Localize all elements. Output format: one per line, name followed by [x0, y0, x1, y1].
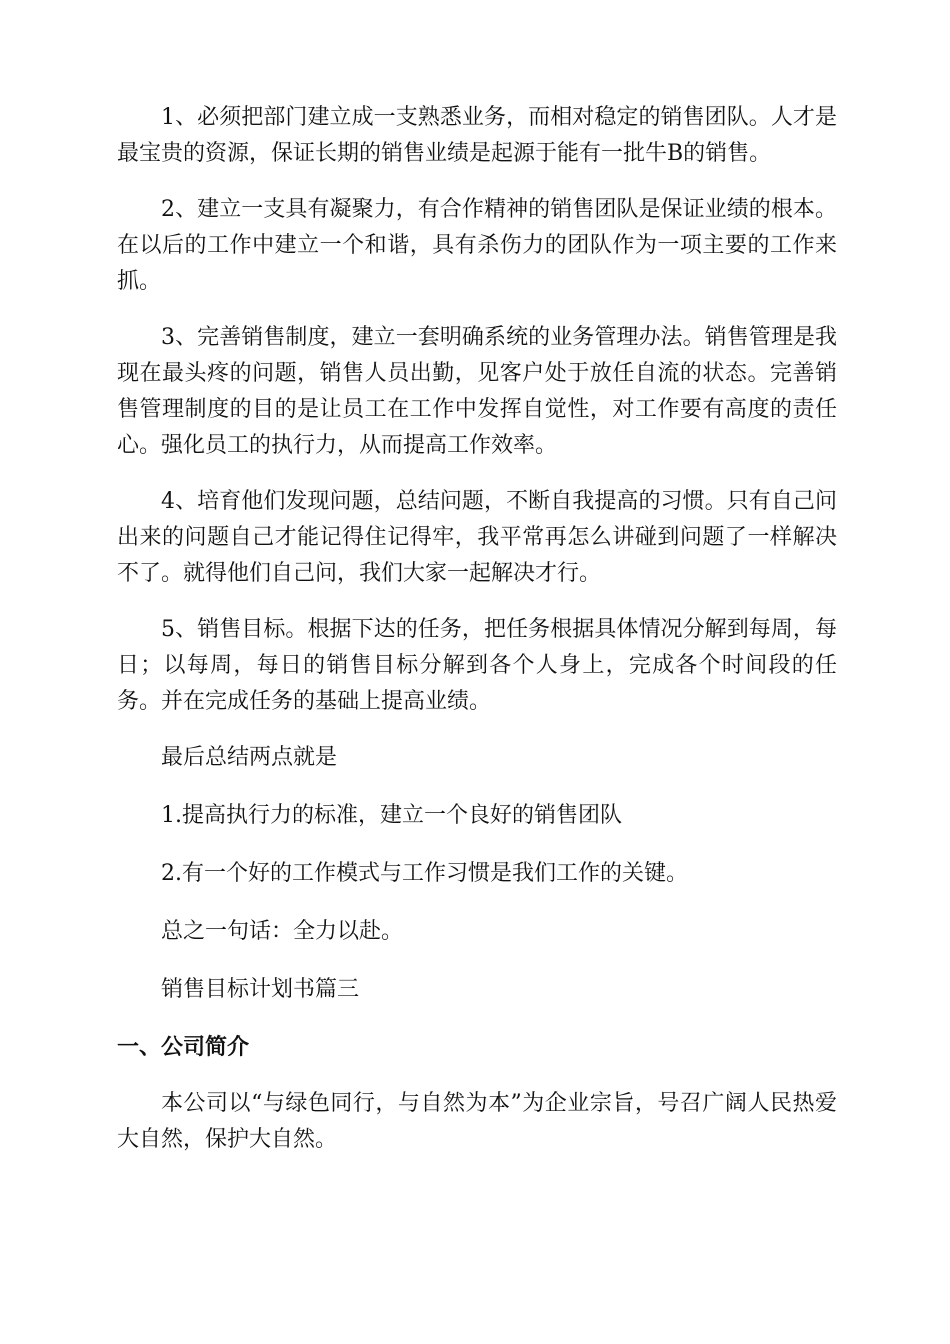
section-paragraph: 本公司以“与绿色同行，与自然为本”为企业宗旨，号召广阔人民热爱大自然，保护大自然。: [117, 1091, 837, 1152]
document-body: [117, 100, 837, 1178]
paragraph-1: 1、必须把部门建立成一支熟悉业务，而相对稳定的销售团队。人才是最宝贵的资源，保证长期的销售业绩是起源于能有一批牛B的销售。: [117, 105, 837, 166]
section-heading: 一、公司简介: [117, 1035, 250, 1060]
summary-intro: 最后总结两点就是: [161, 745, 338, 770]
summary-conclusion: 总之一句话：全力以赴。: [161, 919, 404, 944]
paragraph-5: 5、销售目标。根据下达的任务，把任务根据具体情况分解到每周，每日；以每周，每日的销售目标分解到各个人身上，完成各个时间段的任务。并在完成任务的基础上提高业绩。: [117, 617, 837, 714]
paragraph-3: 3、完善销售制度，建立一套明确系统的业务管理办法。销售管理是我现在最头疼的问题，销售人员出勤，见客户处于放任自流的状态。完善销售管理制度的目的是让员工在工作中发挥自觉性，对工作要有高度的责任心。强化员工的执行力，从而提高工作效率。: [117, 325, 837, 458]
paragraph-2: 2、建立一支具有凝聚力，有合作精神的销售团队是保证业绩的根本。在以后的工作中建立一个和谐，具有杀伤力的团队作为一项主要的工作来抓。: [117, 197, 837, 294]
summary-point-2: 2.有一个好的工作模式与工作习惯是我们工作的关键。: [161, 861, 688, 886]
paragraph-4: 4、培育他们发现问题，总结问题，不断自我提高的习惯。只有自己问出来的问题自己才能记得住记得牢，我平常再怎么讲碰到问题了一样解决不了。就得他们自己问，我们大家一起解决才行。: [117, 489, 837, 586]
summary-point-1: 1.提高执行力的标准，建立一个良好的销售团队: [161, 803, 622, 828]
chapter-title: 销售目标计划书篇三: [161, 977, 360, 1002]
